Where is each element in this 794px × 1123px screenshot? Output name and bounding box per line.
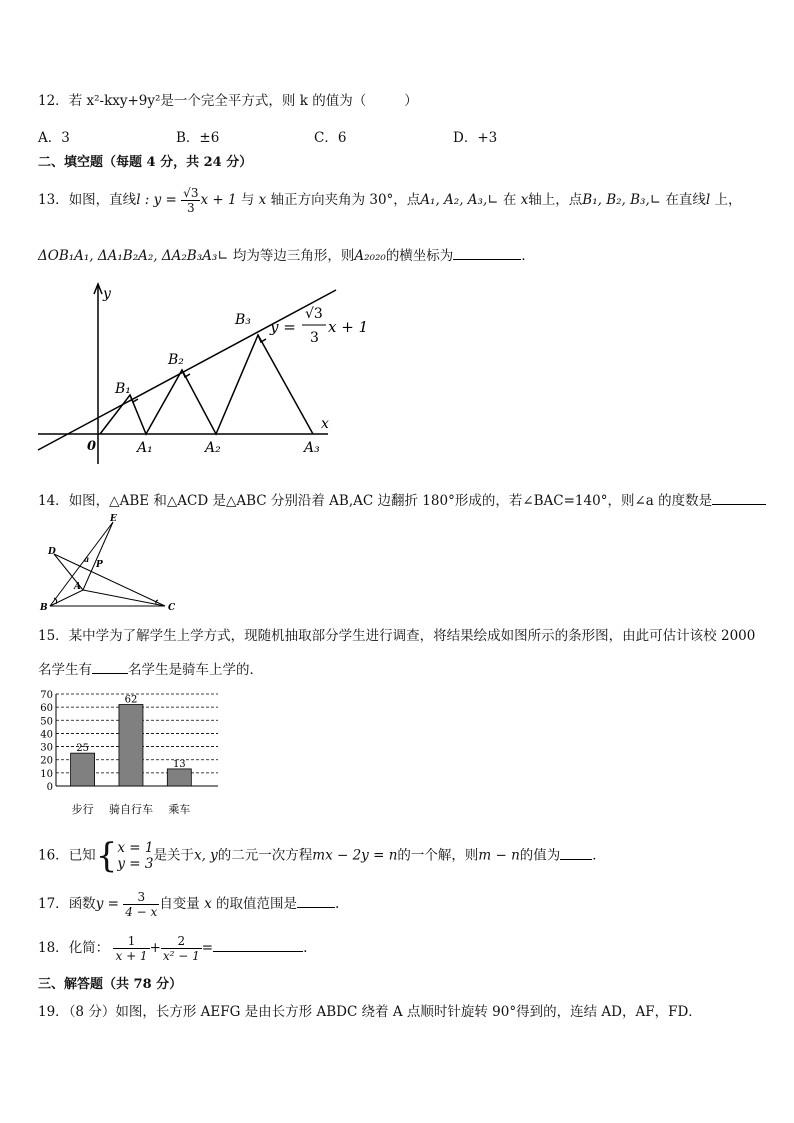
chart-ytick-label: 40 [40, 729, 53, 741]
fig13-a3: A₃ [304, 440, 320, 456]
fig13-origin: 0 [87, 439, 97, 454]
q15-line1: 15．某中学为了解学生上学方式，现随机抽取部分学生进行调查，将结果绘成如图所示的条形图，由此可估计该校 2000 [38, 628, 756, 644]
chart-data-label: 13 [172, 758, 186, 770]
q12-option-d: D．+3 [453, 130, 498, 146]
section-3-title: 三、解答题（共 78 分） [38, 977, 183, 992]
q18-stem: 18．化简： $\frac{1}{x + 1}$ + $\frac{2}{\text{x² − 1}}$ = . [38, 934, 308, 963]
q12-option-b: B．±6 [176, 130, 220, 146]
chart-category-label: 骑自行车 [108, 803, 153, 816]
fig13-b2: B₂ [168, 352, 184, 368]
chart-bar [119, 705, 143, 786]
fig13-eq-rhs: x + 1 [328, 318, 369, 336]
q14-stem: 14．如图，△ABE 和△ACD 是△ABC 分别沿着 AB,AC 边翻折 180°形成的，若∠BAC=140°，则∠a 的度数是 [38, 489, 766, 509]
q13-line2: ΔOB₁A₁, ΔA₁B₂A₂, ΔA₂B₃A₃∟ 均为等边三角形，则A₂₀₂₀的横坐标为 ． [38, 248, 535, 264]
chart-ytick-label: 20 [40, 755, 53, 767]
fig14-c: C [168, 603, 176, 613]
q19-stem: 19．（8 分）如图，长方形 AEFG 是由长方形 ABDC 绕着 A 点顺时针旋转 90°得到的，连结 AD，AF，FD． [38, 1004, 702, 1020]
fig14-a: A [74, 582, 81, 592]
fig14-p: P [96, 560, 103, 570]
fig13-x-label: x [321, 416, 329, 432]
q12-stem: 12．若 x²-kxy+9y²是一个完全平方式，则 k 的值为（ ） [38, 93, 418, 109]
chart-ytick-label: 70 [40, 690, 53, 701]
fig13-eq-den: 3 [310, 330, 319, 346]
q16-stem: 16．已知{ x = 1 y = 3 是关于x, y的二元一次方程mx − 2y = n的一个解，则m − n的值为 ． [38, 836, 606, 876]
q15-line2: 名学生有 名学生是骑车上学的． [38, 662, 263, 678]
chart-category-label: 乘车 [168, 803, 191, 816]
fig14-b: B [40, 603, 48, 613]
fig14-e: E [110, 514, 117, 524]
q15-bar-chart [30, 686, 230, 821]
fig13-y-label: y [103, 286, 111, 302]
fig13-a2: A₂ [205, 440, 221, 456]
chart-ytick-label: 60 [40, 703, 53, 715]
fig13-eq-lhs: y = [270, 318, 296, 336]
q12-option-a: A．3 [38, 130, 70, 146]
section-2-title: 二、填空题（每题 4 分，共 24 分） [38, 155, 253, 170]
chart-ytick-label: 10 [40, 768, 53, 780]
q14-figure [38, 512, 188, 614]
fig13-b3: B₃ [235, 312, 251, 328]
chart-bar [71, 753, 95, 786]
q13-line1: 13．如图，直线l : y = $\frac{√3}{3}$ x + 1 与 x 轴正方向夹角为 30°，点A₁, A₂, A₃,∟ 在 x轴上，点B₁, B₂, B₃,∟ 在直线l 上， [38, 186, 742, 215]
chart-ytick-label: 50 [40, 716, 53, 728]
q12-option-c: C．6 [314, 130, 347, 146]
fig14-d: D [48, 547, 56, 557]
chart-category-label: 步行 [71, 803, 94, 816]
chart-ytick-label: 0 [46, 782, 53, 793]
chart-data-label: 62 [124, 694, 138, 706]
fig13-a1: A₁ [137, 440, 153, 456]
fig13-b1: B₁ [115, 381, 131, 397]
fig14-angle-a: a [84, 554, 90, 564]
fig13-eq-sqrt: √3 [305, 306, 323, 322]
q13-figure [30, 278, 369, 468]
chart-bar [167, 769, 191, 786]
chart-data-label: 25 [76, 743, 89, 755]
chart-ytick-label: 30 [40, 742, 53, 754]
q17-stem: 17．函数y = $\frac{3}{4 - x}$ 自变量 x 的取值范围是 . [38, 890, 340, 919]
